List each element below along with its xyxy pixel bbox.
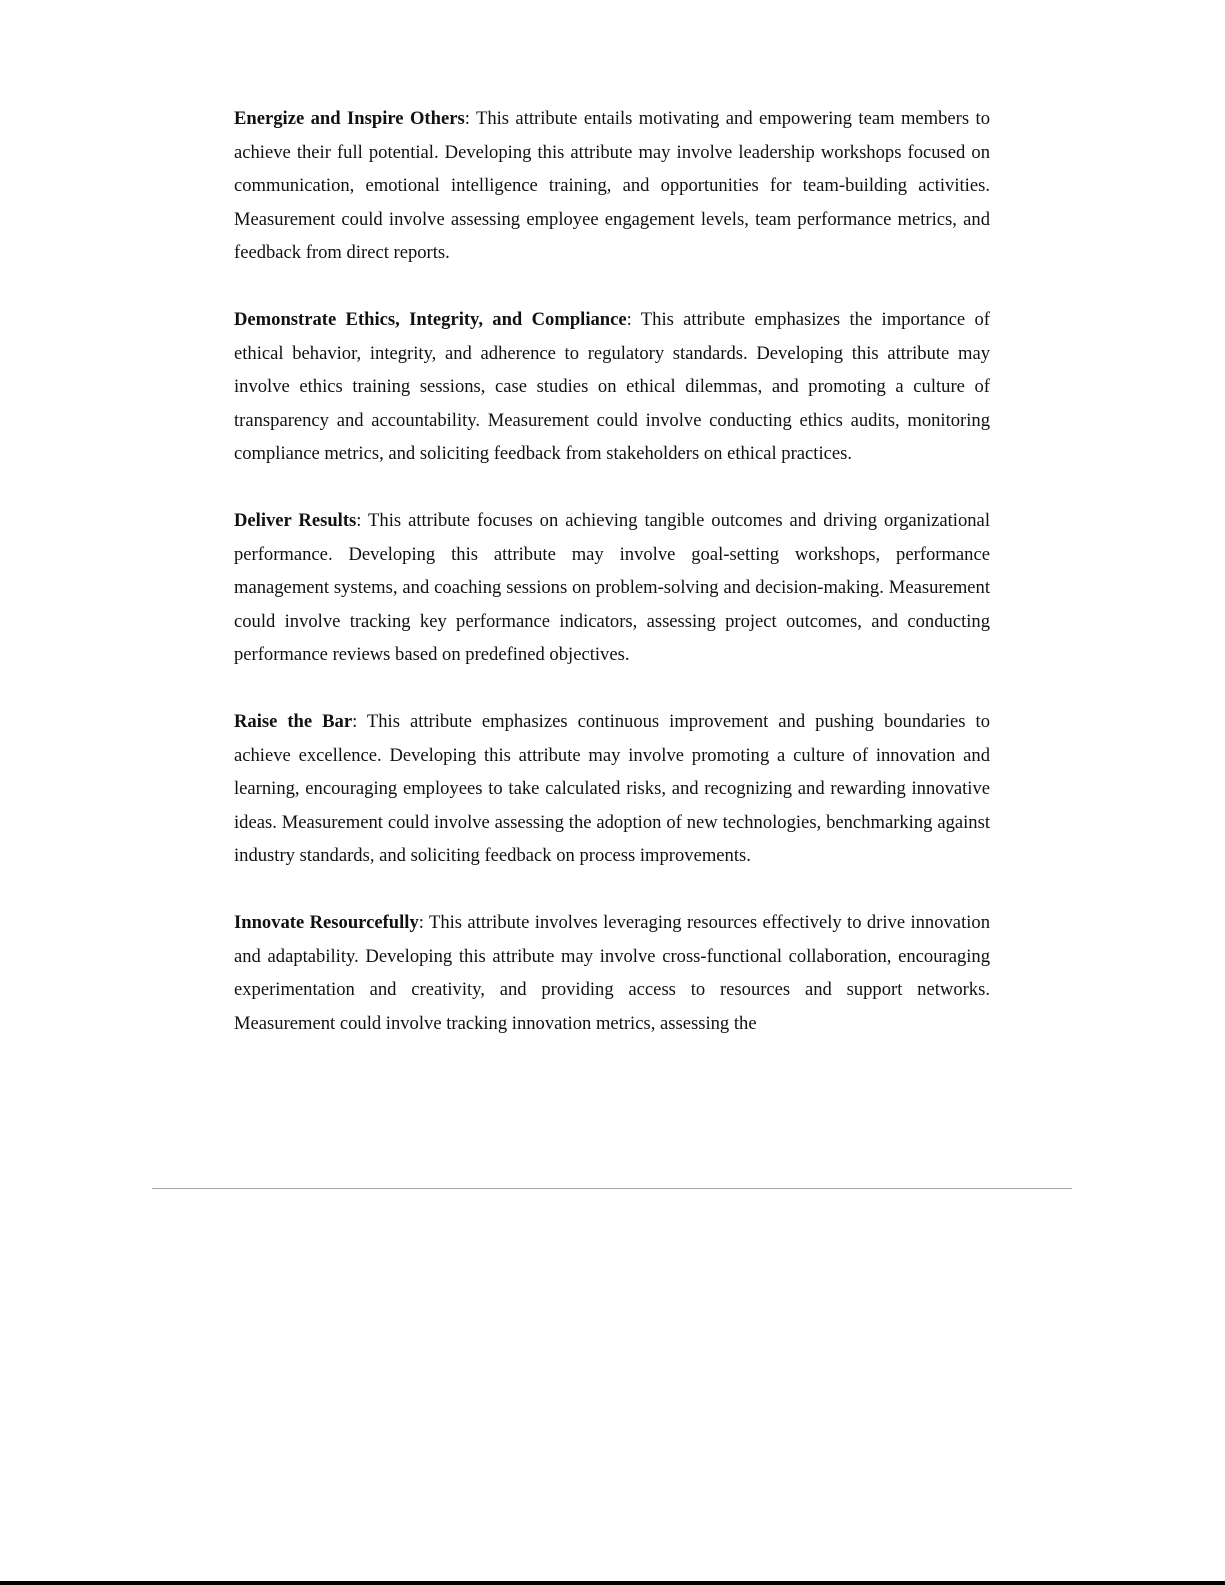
paragraph-text: : This attribute focuses on achieving tangible outcomes and driving organizational performance. Developing this attribute may involve goal-setting workshops, performance management systems, and coaching sessions on problem-solving and decision-making. Measurement could involve tracking key performance indicators, assessing project outcomes, and conducting performance reviews based on predefined objectives. xyxy=(234,510,990,665)
page-divider xyxy=(152,1188,1072,1189)
paragraph-term: Energize and Inspire Others xyxy=(234,108,465,129)
paragraph-term: Innovate Resourcefully xyxy=(234,912,419,933)
paragraph-deliver-results xyxy=(234,504,990,672)
paragraph-term: Demonstrate Ethics, Integrity, and Compliance xyxy=(234,309,627,330)
paragraph-energize-inspire-others xyxy=(234,102,990,270)
paragraph-text: : This attribute emphasizes continuous improvement and pushing boundaries to achieve excellence. Developing this attribute may involve promoting a culture of innovation and learning, encouraging employees to take calculated risks, and recognizing and rewarding innovative ideas. Measurement could involve assessing the adoption of new technologies, benchmarking against industry standards, and soliciting feedback on process improvements. xyxy=(234,711,990,866)
paragraph-raise-the-bar xyxy=(234,705,990,873)
paragraph-term: Raise the Bar xyxy=(234,711,353,732)
paragraph-text: : This attribute emphasizes the importance of ethical behavior, integrity, and adherence to regulatory standards. Developing this attribute may involve ethics training sessions, case studies on ethical dilemmas, and promoting a culture of transparency and accountability. Measurement could involve conducting ethics audits, monitoring compliance metrics, and soliciting feedback from stakeholders on ethical practices. xyxy=(234,309,990,464)
paragraph-term: Deliver Results xyxy=(234,510,357,531)
paragraph-demonstrate-ethics xyxy=(234,303,990,471)
document-body xyxy=(234,102,990,1074)
paragraph-text: : This attribute involves leveraging resources effectively to drive innovation and adaptability. Developing this attribute may involve cross-functional collaboration, encouraging experimentation and creativity, and providing access to resources and support networks. Measurement could involve tracking innovation metrics, assessing the xyxy=(234,912,990,1034)
paragraph-text: : This attribute entails motivating and empowering team members to achieve their full potential. Developing this attribute may involve leadership workshops focused on communication, emotional intelligence training, and opportunities for team-building activities. Measurement could involve assessing employee engagement levels, team performance metrics, and feedback from direct reports. xyxy=(234,108,990,263)
page-bottom-edge xyxy=(0,1581,1225,1585)
paragraph-innovate-resourcefully xyxy=(234,906,990,1040)
